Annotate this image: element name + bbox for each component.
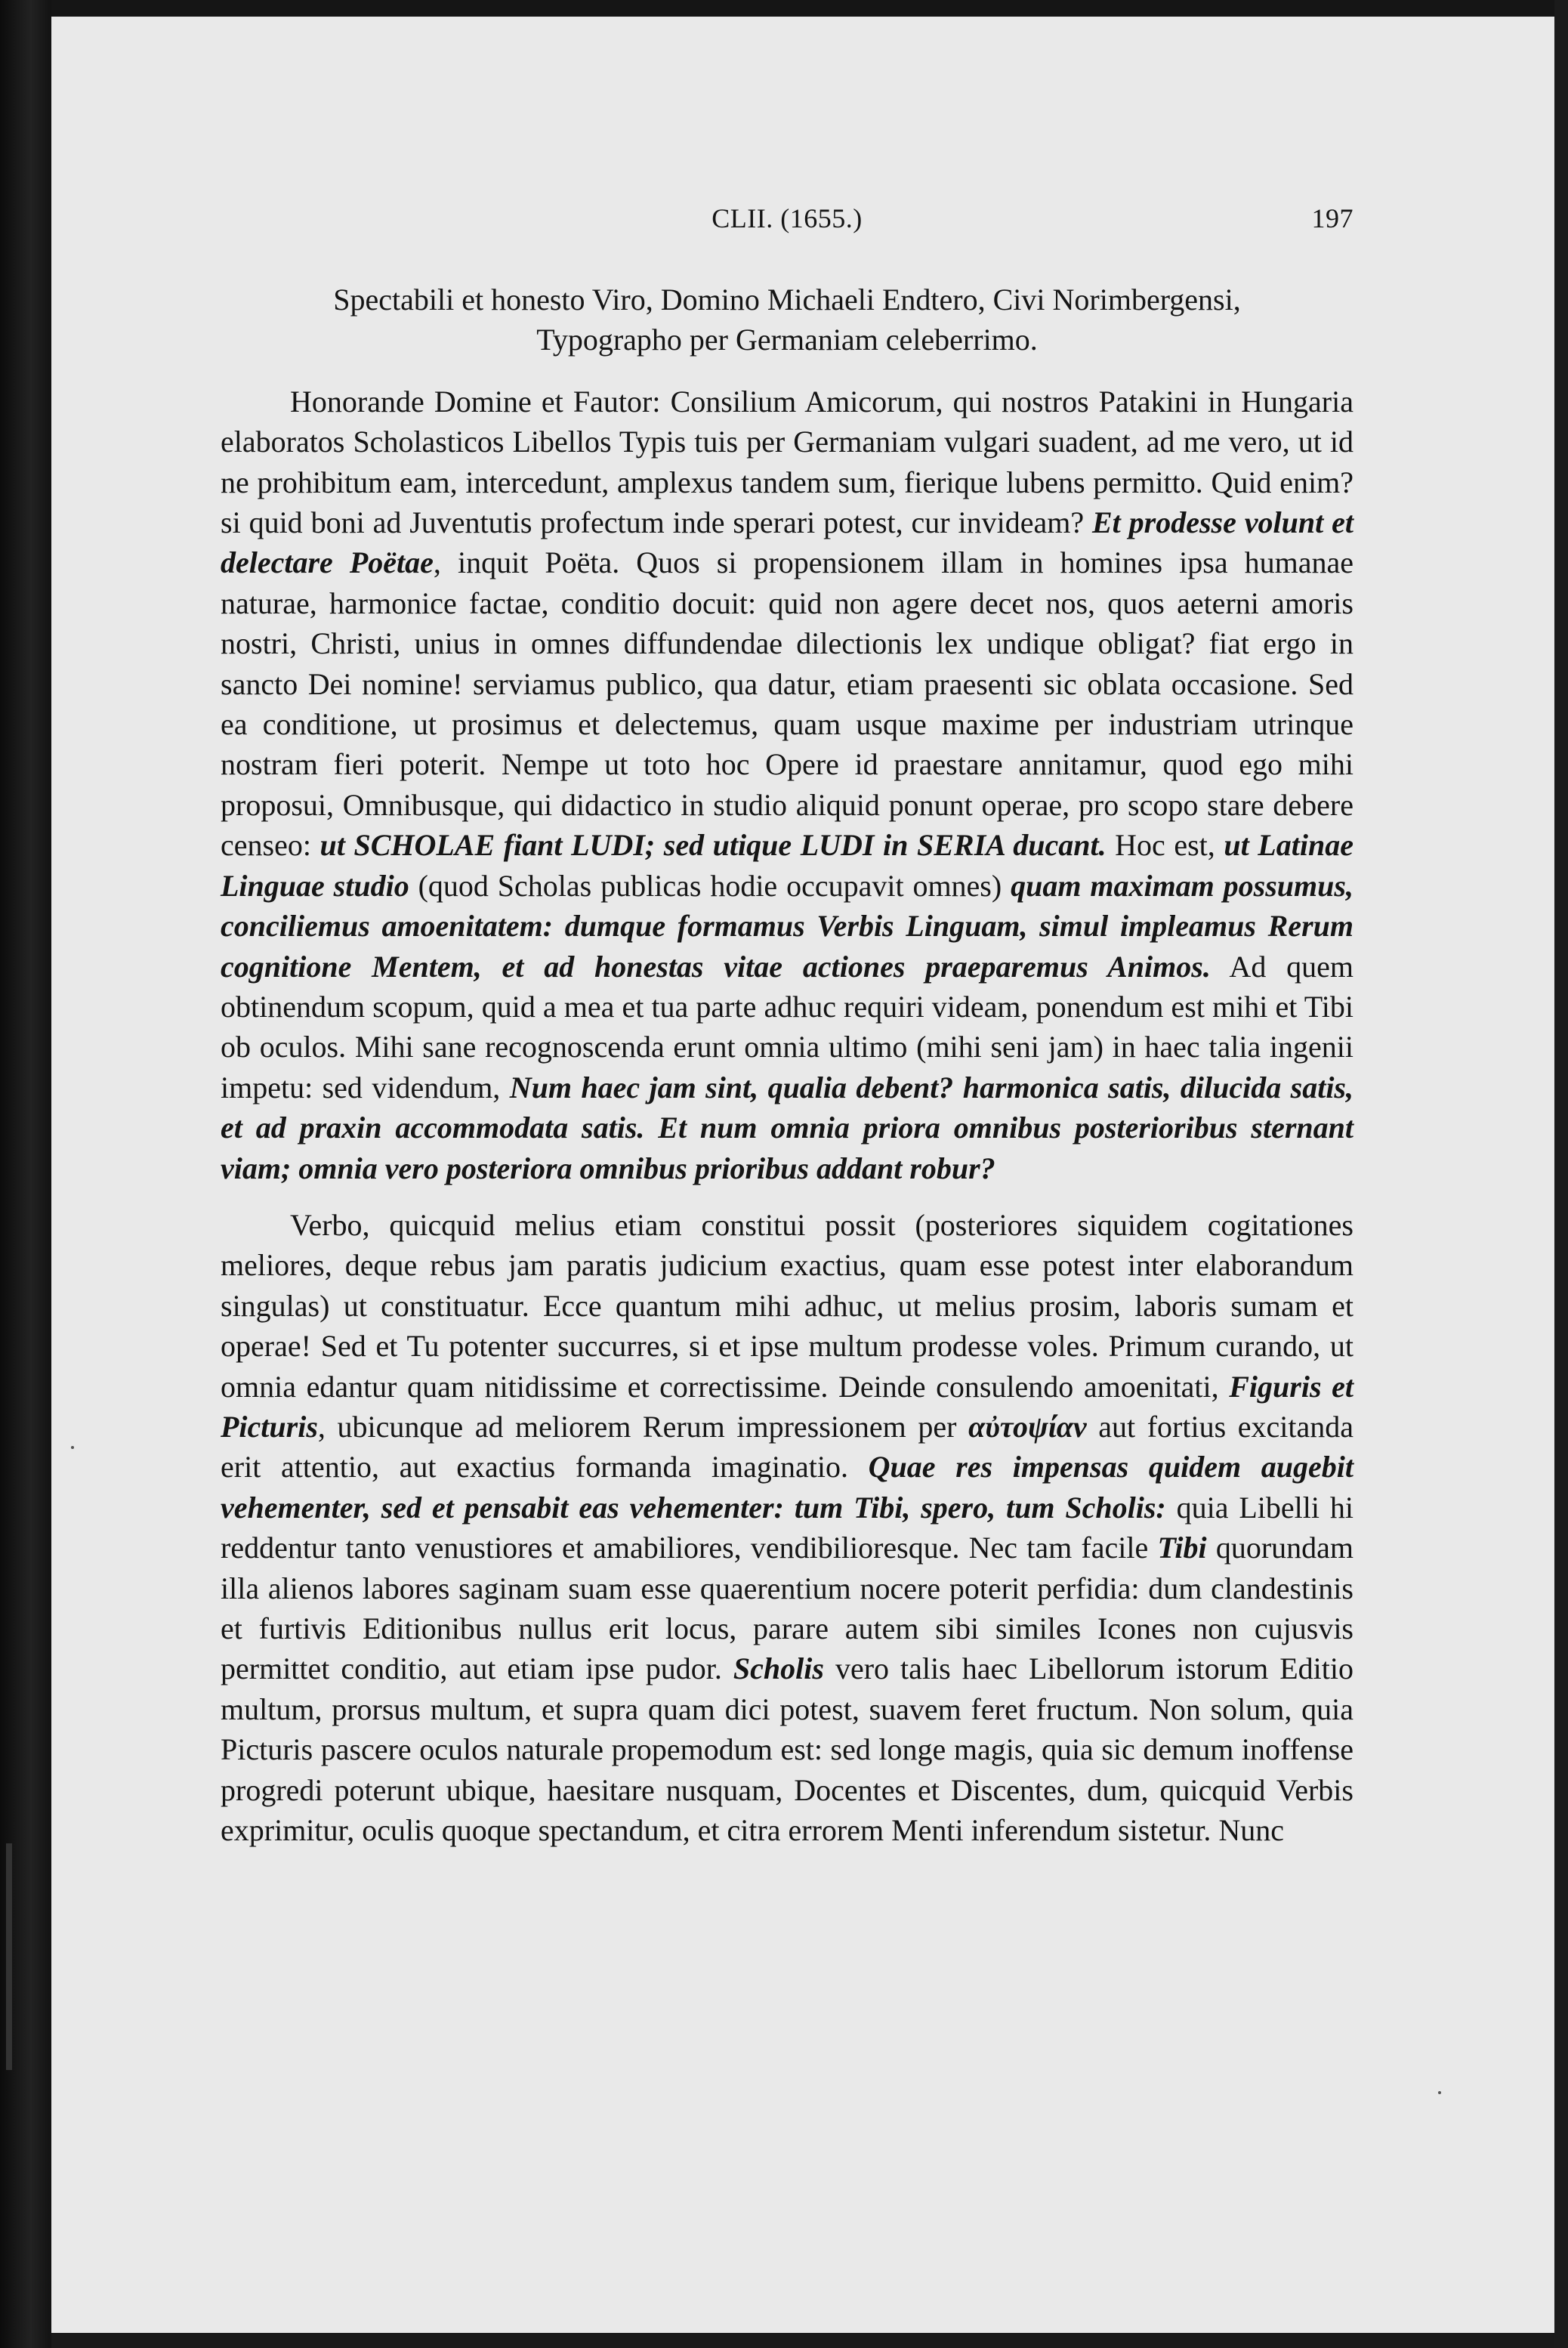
page-number: 197	[1311, 203, 1353, 233]
scan-border-right	[1554, 0, 1568, 2348]
italic-segment: quam maximam possumus, conciliemus amoenitatem: dumque formamus Verbis Linguam, simul impleamus Rerum cognitione Mentem, et ad honestas vitae actiones praeparemus Animos.	[221, 868, 1353, 984]
text-segment: quorundam illa alienos labores saginam suam esse quaerentium nocere poterit perfidia: dum clandestinis et furtivis Editionibus nullus erit locus, parare autem sibi similes Icones non cujusvis permittet conditio, aut etiam ipse pudor.	[221, 1531, 1354, 1686]
text-segment: vero talis haec Libellorum istorum Editio multum, prorsus multum, et supra quam dici potest, suavem feret fructum. Non solum, quia Picturis pascere oculos naturale propemodum est: sed longe magis, quia sic demum inoffense progredi poterunt ubique, haesitare nusquam, Docentes et Discentes, dum, quicquid Verbis exprimitur, oculis quoque spectandum, et citra errorem Menti inferendum sistetur. Nunc	[221, 1651, 1353, 1848]
italic-segment: Et prodesse volunt et delectare Poëtae	[221, 505, 1353, 580]
italic-segment: Quae res impensas quidem augebit vehementer, sed et pensabit eas vehementer: tum Tibi, spero, tum Scholis:	[221, 1450, 1353, 1525]
text-segment: , inquit Poëta. Quos si propensionem illam in homines ipsa humanae naturae, harmonice factae, conditio docuit: quid non agere decet nos, quos aeterni amoris nostri, Christi, unius in omnes diffundendae dilectionis lex undique obligat? fiat ergo in sancto Dei nomine! serviamus publico, qua datur, etiam praesenti sic oblata occasione. Sed ea conditione, ut prosimus et delectemus, quam usque maxime per industriam utrinque nostram fieri poterit. Nempe ut toto hoc Opere id praestare annitamur, quod ego mihi proposui, Omnibusque, qui didactico in studio aliquid ponunt operae, pro scopo stare debere censeo:	[221, 545, 1353, 863]
address-line-1: Spectabili et honesto Viro, Domino Michaeli Endtero, Civi Norimbergensi,	[333, 283, 1241, 317]
text-segment: (quod Scholas publicas hodie occupavit omnes)	[409, 868, 1011, 903]
text-segment: Verbo, quicquid melius etiam constitui possit (posteriores siquidem cogitationes meliores, deque rebus jam paratis judicium exactius, quam esse potest inter elaborandum singulas) ut constituatur. Ecce quantum mihi adhuc, ut melius prosim, laboris sumam et operae! Sed et Tu potenter succurres, si et ipse multum prodesse voles. Primum curando, ut omnia edantur quam nitidissime et correctissime. Deinde consulendo amoenitati,	[221, 1207, 1353, 1404]
italic-segment: αὐτοψίαν	[968, 1409, 1087, 1444]
italic-segment: Num haec jam sint, qualia debent? harmonica satis, dilucida satis, et ad praxin accommodata satis. Et num omnia priora omnibus posterioribus sternant viam; omnia vero posteriora omnibus prioribus addant robur?	[221, 1070, 1353, 1185]
italic-segment: ut Latinae Linguae studio	[221, 828, 1353, 903]
address-line-2: Typographo per Germaniam celeberrimo.	[536, 323, 1038, 357]
running-head	[221, 202, 1353, 240]
italic-segment: Tibi	[1157, 1531, 1207, 1565]
text-segment: , ubicunque ad meliorem Rerum impressionem per	[317, 1409, 969, 1444]
address-line	[221, 280, 1353, 360]
italic-segment: Figuris et Picturis	[221, 1369, 1353, 1444]
italic-segment: ut SCHOLAE fiant LUDI; sed utique LUDI in SERIA ducant.	[319, 828, 1107, 863]
chapter-title: CLII. (1655.)	[711, 203, 863, 233]
text-segment: quia Libelli hi reddentur tanto venustiores et amabiliores, vendibilioresque. Nec tam facile	[221, 1490, 1354, 1565]
text-segment: Ad quem obtinendum scopum, quid a mea et tua parte adhuc requiri videam, ponendum est mihi et Tibi ob oculos. Mihi sane recognoscenda erunt omnia ultimo (mihi seni jam) in haec talia ingenii impetu: sed videndum,	[221, 949, 1353, 1104]
paragraph-2	[221, 1205, 1353, 1851]
letter-body	[221, 280, 1353, 1850]
text-segment: Honorande Domine et Fautor: Consilium Amicorum, qui nostros Patakini in Hungaria elaboratos Scholasticos Libellos Typis tuis per Germaniam vulgari suadent, ad me vero, ut id ne prohibitum eam, intercedunt, amplexus tandem sum, fierique lubens permitto. Quid enim? si quid boni ad Juventutis profectum inde sperari potest, cur invideam?	[221, 384, 1353, 540]
paragraph-1	[221, 382, 1353, 1188]
text-segment: Hoc est,	[1106, 828, 1224, 863]
text-segment: aut fortius excitanda erit attentio, aut exactius formanda imaginatio.	[221, 1409, 1354, 1484]
scan-border-top	[0, 0, 1568, 17]
binding-mark	[6, 1843, 12, 2070]
scan-speck	[1438, 2091, 1441, 2094]
scan-speck	[71, 1446, 74, 1449]
italic-segment: Scholis	[733, 1651, 824, 1686]
